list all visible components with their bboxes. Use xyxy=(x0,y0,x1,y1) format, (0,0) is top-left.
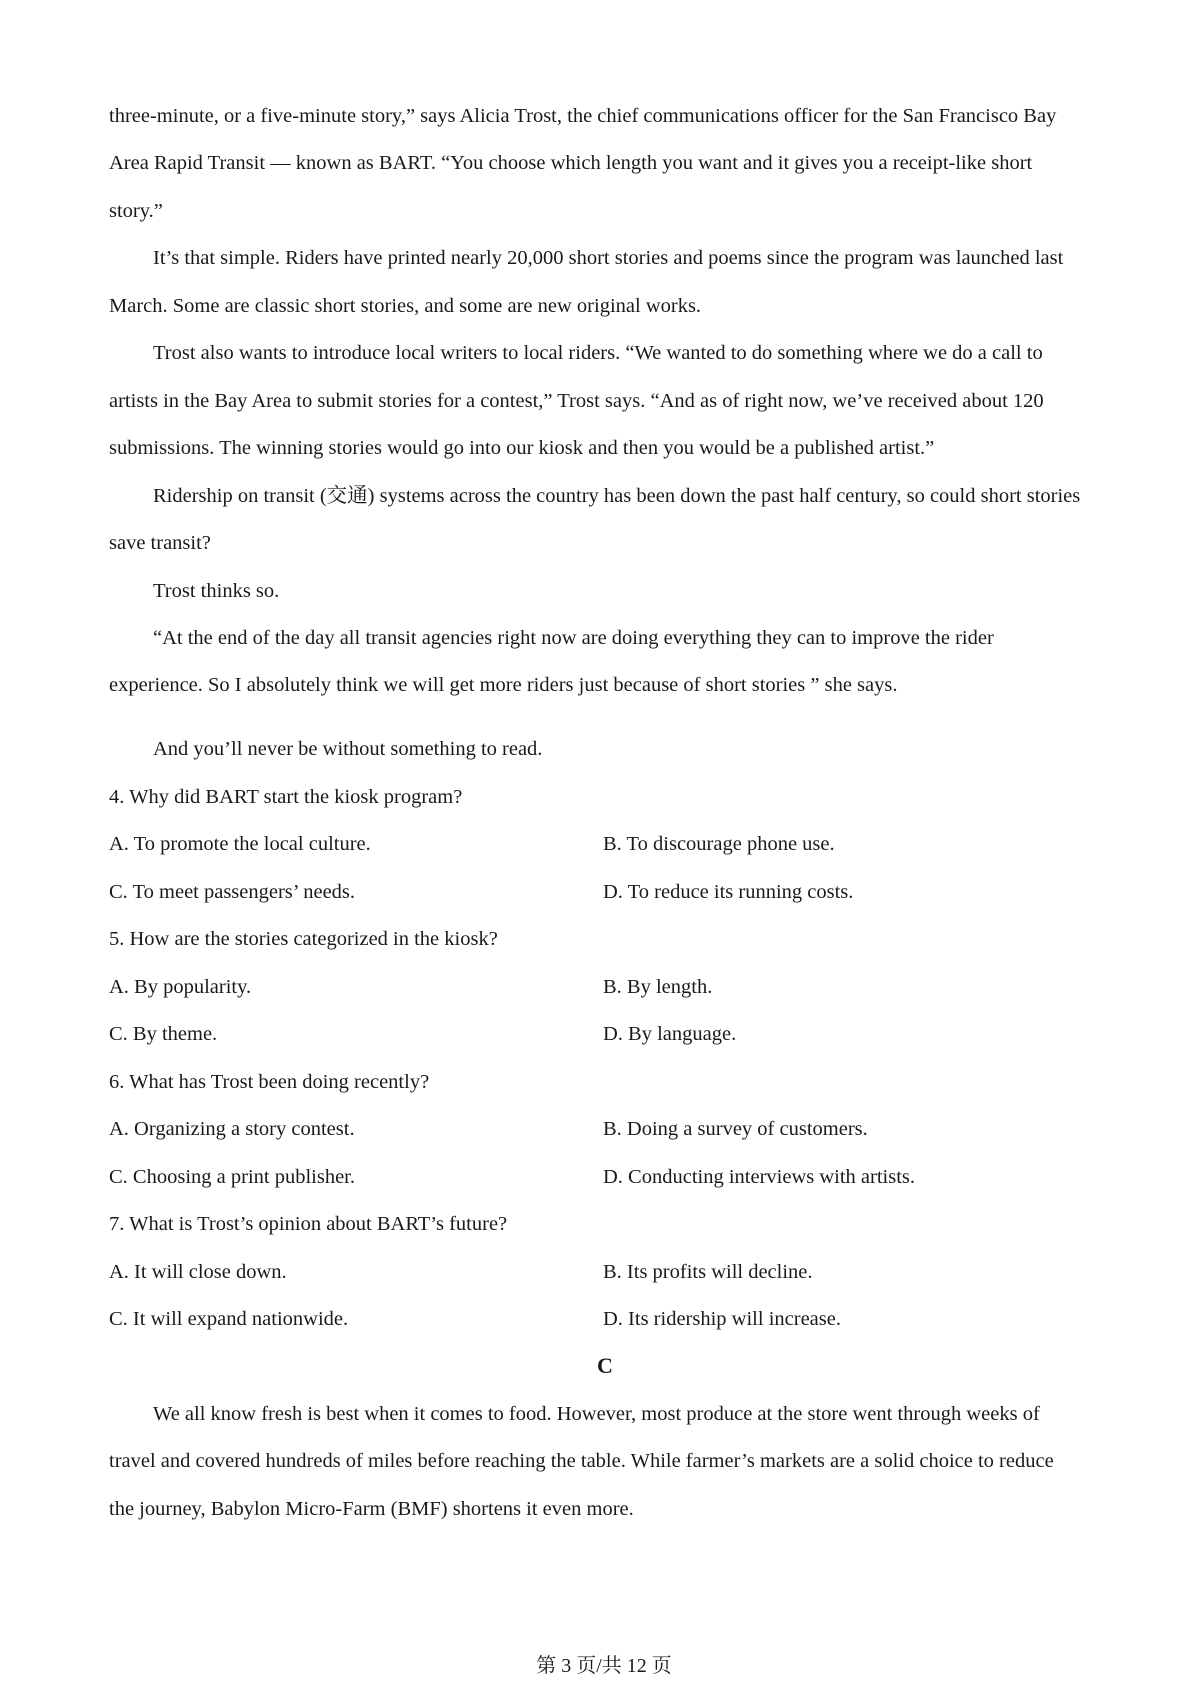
option-d: D. To reduce its running costs. xyxy=(603,881,854,903)
passage-line: story.” xyxy=(109,200,163,222)
passage-line: three-minute, or a five-minute story,” says Alicia Trost, the chief communications officer for the San Francisco Bay xyxy=(109,105,1057,127)
passage-line: And you’ll never be without something to read. xyxy=(153,738,543,760)
passage-line: the journey, Babylon Micro-Farm (BMF) shortens it even more. xyxy=(109,1498,634,1520)
option-a: A. It will close down. xyxy=(109,1261,287,1283)
option-c: C. Choosing a print publisher. xyxy=(109,1166,355,1188)
option-b: B. By length. xyxy=(603,976,713,998)
passage-line: “At the end of the day all transit agencies right now are doing everything they can to improve the rider xyxy=(153,627,994,649)
option-a: A. By popularity. xyxy=(109,976,252,998)
option-a: A. To promote the local culture. xyxy=(109,833,371,855)
option-b: B. Its profits will decline. xyxy=(603,1261,813,1283)
passage-line: March. Some are classic short stories, and some are new original works. xyxy=(109,295,702,317)
option-d: D. Its ridership will increase. xyxy=(603,1308,841,1330)
option-d: D. Conducting interviews with artists. xyxy=(603,1166,916,1188)
option-c: C. To meet passengers’ needs. xyxy=(109,881,356,903)
option-d: D. By language. xyxy=(603,1023,737,1045)
passage-line: experience. So I absolutely think we will get more riders just because of short stories ” she says. xyxy=(109,674,898,696)
question-stem: 4. Why did BART start the kiosk program? xyxy=(109,786,463,808)
passage-line: save transit? xyxy=(109,532,211,554)
question-stem: 7. What is Trost’s opinion about BART’s future? xyxy=(109,1213,508,1235)
option-b: B. Doing a survey of customers. xyxy=(603,1118,868,1140)
option-c: C. By theme. xyxy=(109,1023,218,1045)
question-stem: 6. What has Trost been doing recently? xyxy=(109,1071,430,1093)
passage-line: It’s that simple. Riders have printed nearly 20,000 short stories and poems since the program was launched last xyxy=(153,247,1064,269)
option-a: A. Organizing a story contest. xyxy=(109,1118,355,1140)
option-c: C. It will expand nationwide. xyxy=(109,1308,349,1330)
passage-line: Trost also wants to introduce local writers to local riders. “We wanted to do something where we do a call to xyxy=(153,342,1043,364)
passage-line: travel and covered hundreds of miles before reaching the table. While farmer’s markets are a solid choice to reduce xyxy=(109,1450,1054,1472)
passage-line: submissions. The winning stories would go into our kiosk and then you would be a published artist.” xyxy=(109,437,935,459)
passage-line: Trost thinks so. xyxy=(153,580,280,602)
passage-line: artists in the Bay Area to submit stories for a contest,” Trost says. “And as of right now, we’ve received about 120 xyxy=(109,390,1044,412)
question-stem: 5. How are the stories categorized in the kiosk? xyxy=(109,928,498,950)
passage-line: We all know fresh is best when it comes to food. However, most produce at the store went through weeks of xyxy=(153,1403,1040,1425)
section-heading: C xyxy=(597,1353,613,1378)
passage-line: Ridership on transit (交通) systems across the country has been down the past half century, so could short stories xyxy=(153,485,1081,507)
page-number: 第 3 页/共 12 页 xyxy=(536,1655,672,1677)
option-b: B. To discourage phone use. xyxy=(603,833,835,855)
passage-line: Area Rapid Transit — known as BART. “You choose which length you want and it gives you a receipt-like short xyxy=(109,152,1033,174)
